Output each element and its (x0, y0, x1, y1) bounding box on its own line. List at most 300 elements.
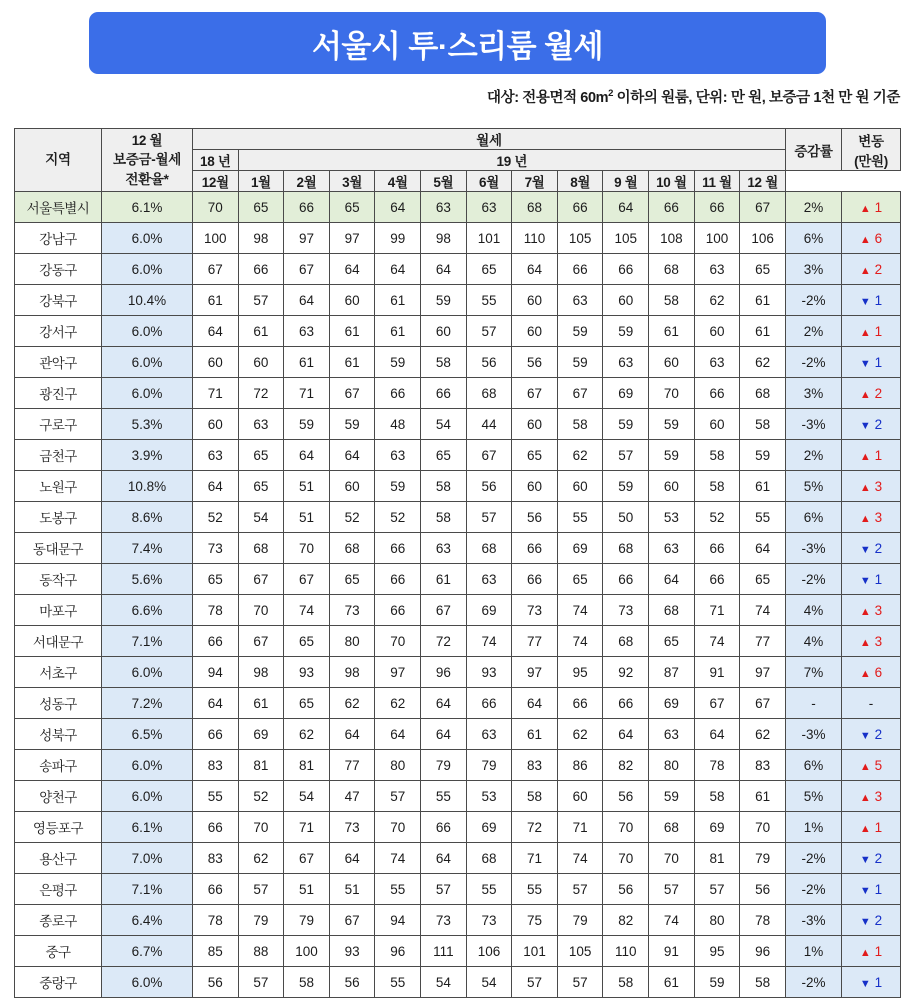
cell-rent-month-8: 79 (557, 905, 603, 936)
cell-rent-month-3: 65 (329, 564, 375, 595)
cell-region: 서대문구 (15, 626, 102, 657)
table-row (15, 750, 901, 781)
cell-region: 서울특별시 (15, 192, 102, 223)
change-amount-value: 1 (870, 881, 883, 897)
cell-rent-month-9: 70 (603, 812, 649, 843)
change-amount-value: 1 (870, 943, 883, 959)
cell-rent-month-0: 66 (193, 812, 239, 843)
cell-change-rate: -2% (786, 285, 842, 316)
table-row (15, 905, 901, 936)
cell-conversion-rate: 6.0% (102, 967, 193, 998)
cell-region: 용산구 (15, 843, 102, 874)
change-amount-value: 1 (870, 199, 883, 215)
cell-rent-month-9: 66 (603, 254, 649, 285)
cell-conversion-rate: 6.0% (102, 347, 193, 378)
cell-rent-month-3: 97 (329, 223, 375, 254)
table-body (15, 192, 901, 998)
cell-rent-month-4: 61 (375, 316, 421, 347)
cell-rent-month-3: 80 (329, 626, 375, 657)
cell-change-rate: 3% (786, 378, 842, 409)
cell-rent-month-0: 63 (193, 440, 239, 471)
cell-conversion-rate: 6.0% (102, 254, 193, 285)
cell-rent-month-11: 71 (694, 595, 740, 626)
cell-rent-month-5: 72 (421, 626, 467, 657)
cell-rent-month-10: 64 (649, 564, 695, 595)
cell-conversion-rate: 8.6% (102, 502, 193, 533)
cell-conversion-rate: 6.0% (102, 378, 193, 409)
cell-rent-month-5: 54 (421, 967, 467, 998)
conversion-rate-line1: 12 월 (131, 132, 163, 148)
cell-rent-month-11: 58 (694, 781, 740, 812)
cell-rent-month-0: 70 (193, 192, 239, 223)
cell-rent-month-5: 98 (421, 223, 467, 254)
cell-change-rate: -2% (786, 874, 842, 905)
cell-rent-month-10: 53 (649, 502, 695, 533)
cell-change-rate: 4% (786, 626, 842, 657)
cell-region: 양천구 (15, 781, 102, 812)
cell-rent-month-10: 87 (649, 657, 695, 688)
cell-region: 동작구 (15, 564, 102, 595)
cell-rent-month-0: 55 (193, 781, 239, 812)
cell-change-rate: 5% (786, 781, 842, 812)
cell-rent-month-8: 74 (557, 626, 603, 657)
cell-rent-month-4: 80 (375, 750, 421, 781)
cell-change-amount (842, 719, 901, 750)
cell-change-amount (842, 564, 901, 595)
cell-rent-month-10: 65 (649, 626, 695, 657)
cell-rent-month-11: 81 (694, 843, 740, 874)
cell-rent-month-8: 57 (557, 967, 603, 998)
table-row (15, 657, 901, 688)
cell-rent-month-4: 55 (375, 967, 421, 998)
column-header-month-6: 6월 (466, 171, 512, 192)
cell-rent-month-3: 77 (329, 750, 375, 781)
cell-rent-month-9: 92 (603, 657, 649, 688)
cell-change-rate: -2% (786, 843, 842, 874)
column-header-month-4: 4월 (375, 171, 421, 192)
cell-change-amount (842, 347, 901, 378)
cell-rent-month-11: 63 (694, 347, 740, 378)
change-amount-line2: (만원) (854, 153, 888, 169)
cell-rent-month-5: 64 (421, 688, 467, 719)
cell-rent-month-7: 101 (512, 936, 558, 967)
cell-rent-month-3: 65 (329, 192, 375, 223)
cell-rent-month-6: 73 (466, 905, 512, 936)
table-row (15, 688, 901, 719)
cell-rent-month-11: 78 (694, 750, 740, 781)
cell-rent-month-5: 64 (421, 254, 467, 285)
table-header (15, 129, 901, 192)
cell-rent-month-0: 73 (193, 533, 239, 564)
cell-rent-month-4: 62 (375, 688, 421, 719)
change-amount-value: 3 (870, 633, 883, 649)
cell-change-amount (842, 533, 901, 564)
cell-conversion-rate: 6.6% (102, 595, 193, 626)
cell-rent-month-8: 66 (557, 192, 603, 223)
cell-rent-month-2: 66 (284, 192, 330, 223)
cell-rent-month-6: 56 (466, 471, 512, 502)
cell-rent-month-3: 64 (329, 254, 375, 285)
cell-rent-month-4: 66 (375, 564, 421, 595)
triangle-up-icon: ▲ (859, 233, 871, 246)
cell-rent-month-10: 68 (649, 595, 695, 626)
column-header-month-9: 9 월 (603, 171, 649, 192)
cell-rent-month-0: 100 (193, 223, 239, 254)
cell-change-amount (842, 409, 901, 440)
cell-change-amount (842, 471, 901, 502)
cell-region: 도봉구 (15, 502, 102, 533)
cell-rent-month-0: 52 (193, 502, 239, 533)
triangle-down-icon: ▼ (859, 884, 871, 897)
cell-rent-month-11: 95 (694, 936, 740, 967)
cell-rent-month-1: 69 (238, 719, 284, 750)
cell-rent-month-12: 79 (740, 843, 786, 874)
cell-rent-month-1: 52 (238, 781, 284, 812)
cell-rent-month-4: 57 (375, 781, 421, 812)
subtitle-superscript: 2 (608, 88, 614, 100)
cell-rent-month-9: 64 (603, 192, 649, 223)
cell-rent-month-4: 59 (375, 471, 421, 502)
cell-rent-month-10: 66 (649, 192, 695, 223)
cell-rent-month-9: 64 (603, 719, 649, 750)
cell-change-rate: 7% (786, 657, 842, 688)
cell-rent-month-0: 66 (193, 719, 239, 750)
cell-rent-month-5: 63 (421, 192, 467, 223)
cell-rent-month-9: 73 (603, 595, 649, 626)
cell-rent-month-5: 79 (421, 750, 467, 781)
cell-conversion-rate: 6.4% (102, 905, 193, 936)
change-amount-value: 3 (870, 478, 883, 494)
subtitle-note (487, 86, 900, 107)
cell-change-amount (842, 967, 901, 998)
cell-rent-month-4: 66 (375, 595, 421, 626)
cell-rent-month-5: 63 (421, 533, 467, 564)
cell-rent-month-9: 82 (603, 905, 649, 936)
cell-rent-month-1: 98 (238, 223, 284, 254)
cell-rent-month-9: 63 (603, 347, 649, 378)
table-row (15, 564, 901, 595)
cell-conversion-rate: 7.2% (102, 688, 193, 719)
triangle-down-icon: ▼ (859, 574, 871, 587)
cell-rent-month-5: 111 (421, 936, 467, 967)
cell-rent-month-1: 67 (238, 564, 284, 595)
cell-rent-month-3: 68 (329, 533, 375, 564)
cell-conversion-rate: 6.5% (102, 719, 193, 750)
cell-rent-month-3: 98 (329, 657, 375, 688)
cell-change-amount (842, 440, 901, 471)
cell-rent-month-8: 95 (557, 657, 603, 688)
cell-rent-month-11: 91 (694, 657, 740, 688)
cell-rent-month-5: 58 (421, 471, 467, 502)
cell-rent-month-2: 63 (284, 316, 330, 347)
cell-rent-month-9: 59 (603, 316, 649, 347)
column-header-group-rent: 월세 (193, 129, 786, 150)
triangle-down-icon: ▼ (859, 977, 871, 990)
cell-rent-month-1: 65 (238, 440, 284, 471)
cell-change-amount (842, 843, 901, 874)
cell-rent-month-12: 67 (740, 688, 786, 719)
cell-change-rate: -2% (786, 347, 842, 378)
cell-rent-month-11: 64 (694, 719, 740, 750)
cell-change-amount (842, 781, 901, 812)
cell-rent-month-6: 56 (466, 347, 512, 378)
cell-rent-month-8: 105 (557, 936, 603, 967)
cell-region: 송파구 (15, 750, 102, 781)
cell-rent-month-6: 57 (466, 502, 512, 533)
cell-rent-month-3: 61 (329, 316, 375, 347)
triangle-down-icon: ▼ (859, 915, 871, 928)
cell-rent-month-8: 59 (557, 316, 603, 347)
table-row (15, 502, 901, 533)
cell-change-amount (842, 750, 901, 781)
cell-rent-month-12: 77 (740, 626, 786, 657)
triangle-down-icon: ▼ (859, 295, 871, 308)
cell-region: 금천구 (15, 440, 102, 471)
cell-rent-month-5: 55 (421, 781, 467, 812)
table-row (15, 192, 901, 223)
cell-rent-month-7: 56 (512, 502, 558, 533)
table-row (15, 719, 901, 750)
cell-rent-month-1: 70 (238, 595, 284, 626)
cell-rent-month-8: 74 (557, 843, 603, 874)
cell-rent-month-1: 65 (238, 192, 284, 223)
cell-rent-month-6: 53 (466, 781, 512, 812)
cell-change-rate: 6% (786, 750, 842, 781)
change-amount-value: 1 (870, 323, 883, 339)
cell-change-amount (842, 936, 901, 967)
cell-rent-month-6: 67 (466, 440, 512, 471)
cell-rent-month-0: 67 (193, 254, 239, 285)
cell-rent-month-12: 62 (740, 719, 786, 750)
cell-rent-month-12: 97 (740, 657, 786, 688)
cell-conversion-rate: 6.0% (102, 316, 193, 347)
cell-rent-month-10: 59 (649, 781, 695, 812)
cell-rent-month-5: 73 (421, 905, 467, 936)
cell-rent-month-10: 108 (649, 223, 695, 254)
cell-rent-month-7: 110 (512, 223, 558, 254)
cell-rent-month-1: 57 (238, 874, 284, 905)
cell-rent-month-4: 66 (375, 533, 421, 564)
cell-rent-month-6: 66 (466, 688, 512, 719)
cell-change-rate: 4% (786, 595, 842, 626)
column-header-group-year18: 18 년 (193, 150, 239, 171)
subtitle-prefix: 대상: 전용면적 60m (486, 90, 609, 106)
cell-rent-month-2: 61 (284, 347, 330, 378)
cell-rent-month-6: 63 (466, 564, 512, 595)
change-amount-value: 6 (870, 230, 883, 246)
cell-rent-month-4: 96 (375, 936, 421, 967)
cell-rent-month-3: 60 (329, 471, 375, 502)
cell-change-rate: -3% (786, 719, 842, 750)
cell-rent-month-8: 66 (557, 688, 603, 719)
cell-rent-month-12: 74 (740, 595, 786, 626)
cell-rent-month-2: 51 (284, 874, 330, 905)
cell-rent-month-3: 73 (329, 595, 375, 626)
cell-rent-month-3: 61 (329, 347, 375, 378)
cell-rent-month-12: 70 (740, 812, 786, 843)
cell-rent-month-2: 67 (284, 254, 330, 285)
column-header-month-5: 5월 (421, 171, 467, 192)
cell-change-rate: 6% (786, 502, 842, 533)
cell-rent-month-8: 65 (557, 564, 603, 595)
cell-rent-month-8: 62 (557, 719, 603, 750)
column-header-month-12: 12 월 (740, 171, 786, 192)
cell-change-rate: 2% (786, 440, 842, 471)
cell-rent-month-11: 69 (694, 812, 740, 843)
cell-rent-month-0: 66 (193, 874, 239, 905)
cell-rent-month-6: 44 (466, 409, 512, 440)
cell-rent-month-12: 56 (740, 874, 786, 905)
cell-rent-month-3: 64 (329, 843, 375, 874)
table-row (15, 595, 901, 626)
cell-rent-month-10: 69 (649, 688, 695, 719)
cell-rent-month-8: 67 (557, 378, 603, 409)
cell-change-rate: 2% (786, 192, 842, 223)
cell-rent-month-12: 62 (740, 347, 786, 378)
cell-change-rate: 3% (786, 254, 842, 285)
cell-change-amount (842, 254, 901, 285)
cell-change-amount (842, 812, 901, 843)
table-row (15, 254, 901, 285)
cell-rent-month-8: 59 (557, 347, 603, 378)
change-amount-value: 2 (870, 540, 883, 556)
cell-rent-month-6: 55 (466, 285, 512, 316)
cell-rent-month-5: 66 (421, 812, 467, 843)
cell-rent-month-7: 68 (512, 192, 558, 223)
cell-region: 강동구 (15, 254, 102, 285)
cell-rent-month-9: 68 (603, 626, 649, 657)
cell-rent-month-5: 58 (421, 502, 467, 533)
cell-rent-month-7: 57 (512, 967, 558, 998)
triangle-up-icon: ▲ (859, 605, 871, 618)
cell-change-amount (842, 595, 901, 626)
triangle-up-icon: ▲ (859, 822, 871, 835)
cell-rent-month-9: 110 (603, 936, 649, 967)
cell-rent-month-10: 60 (649, 347, 695, 378)
cell-rent-month-11: 80 (694, 905, 740, 936)
cell-rent-month-4: 66 (375, 378, 421, 409)
cell-rent-month-9: 68 (603, 533, 649, 564)
cell-rent-month-4: 64 (375, 719, 421, 750)
cell-region: 노원구 (15, 471, 102, 502)
cell-conversion-rate: 6.1% (102, 192, 193, 223)
cell-rent-month-5: 58 (421, 347, 467, 378)
table-row (15, 285, 901, 316)
cell-rent-month-11: 66 (694, 378, 740, 409)
conversion-rate-line3: 전환율* (125, 171, 169, 187)
cell-rent-month-7: 77 (512, 626, 558, 657)
cell-rent-month-6: 93 (466, 657, 512, 688)
cell-rent-month-8: 63 (557, 285, 603, 316)
cell-rent-month-12: 106 (740, 223, 786, 254)
cell-conversion-rate: 5.3% (102, 409, 193, 440)
cell-rent-month-3: 51 (329, 874, 375, 905)
cell-rent-month-4: 64 (375, 192, 421, 223)
cell-conversion-rate: 3.9% (102, 440, 193, 471)
cell-rent-month-1: 66 (238, 254, 284, 285)
cell-region: 강서구 (15, 316, 102, 347)
cell-conversion-rate: 6.1% (102, 812, 193, 843)
cell-rent-month-1: 54 (238, 502, 284, 533)
cell-rent-month-12: 83 (740, 750, 786, 781)
table-row (15, 843, 901, 874)
column-header-month-7: 7월 (512, 171, 558, 192)
cell-conversion-rate: 6.7% (102, 936, 193, 967)
cell-rent-month-7: 83 (512, 750, 558, 781)
cell-rent-month-6: 68 (466, 533, 512, 564)
cell-rent-month-0: 64 (193, 688, 239, 719)
cell-rent-month-9: 66 (603, 564, 649, 595)
cell-rent-month-5: 96 (421, 657, 467, 688)
header-row-1 (15, 129, 901, 150)
cell-rent-month-11: 63 (694, 254, 740, 285)
cell-rent-month-3: 64 (329, 719, 375, 750)
cell-change-rate: - (786, 688, 842, 719)
cell-rent-month-9: 105 (603, 223, 649, 254)
cell-rent-month-11: 66 (694, 192, 740, 223)
cell-rent-month-12: 61 (740, 471, 786, 502)
cell-rent-month-2: 51 (284, 502, 330, 533)
cell-rent-month-2: 65 (284, 688, 330, 719)
cell-rent-month-6: 74 (466, 626, 512, 657)
cell-rent-month-1: 57 (238, 967, 284, 998)
conversion-rate-line2: 보증금-월세 (113, 152, 181, 168)
table-row (15, 967, 901, 998)
cell-rent-month-2: 97 (284, 223, 330, 254)
cell-rent-month-10: 68 (649, 812, 695, 843)
cell-rent-month-4: 48 (375, 409, 421, 440)
cell-rent-month-3: 56 (329, 967, 375, 998)
rent-data-table (14, 128, 901, 998)
subtitle-suffix: 이하의 원룸, 단위: 만 원, 보증금 1천 만 원 기준 (613, 90, 900, 106)
cell-rent-month-9: 56 (603, 874, 649, 905)
cell-rent-month-6: 57 (466, 316, 512, 347)
cell-rent-month-6: 79 (466, 750, 512, 781)
cell-rent-month-7: 67 (512, 378, 558, 409)
cell-change-amount (842, 905, 901, 936)
cell-rent-month-5: 59 (421, 285, 467, 316)
cell-rent-month-2: 65 (284, 626, 330, 657)
cell-rent-month-12: 55 (740, 502, 786, 533)
cell-rent-month-6: 65 (466, 254, 512, 285)
cell-rent-month-0: 78 (193, 905, 239, 936)
change-amount-value: 1 (870, 974, 883, 990)
cell-region: 종로구 (15, 905, 102, 936)
cell-rent-month-0: 71 (193, 378, 239, 409)
column-header-group-year19: 19 년 (238, 150, 785, 171)
page-title: 서울시 투·스리룸 월세 (311, 28, 604, 64)
change-amount-value: 3 (870, 602, 883, 618)
table-row (15, 626, 901, 657)
cell-rent-month-2: 67 (284, 564, 330, 595)
cell-change-rate: -3% (786, 409, 842, 440)
cell-rent-month-4: 52 (375, 502, 421, 533)
table-row (15, 874, 901, 905)
cell-conversion-rate: 6.0% (102, 750, 193, 781)
cell-rent-month-7: 66 (512, 564, 558, 595)
cell-change-rate: -2% (786, 564, 842, 595)
cell-rent-month-9: 69 (603, 378, 649, 409)
cell-rent-month-7: 56 (512, 347, 558, 378)
cell-rent-month-2: 54 (284, 781, 330, 812)
cell-rent-month-8: 62 (557, 440, 603, 471)
table-row (15, 409, 901, 440)
cell-rent-month-4: 55 (375, 874, 421, 905)
table-row (15, 471, 901, 502)
cell-rent-month-2: 81 (284, 750, 330, 781)
triangle-up-icon: ▲ (859, 636, 871, 649)
cell-rent-month-6: 101 (466, 223, 512, 254)
